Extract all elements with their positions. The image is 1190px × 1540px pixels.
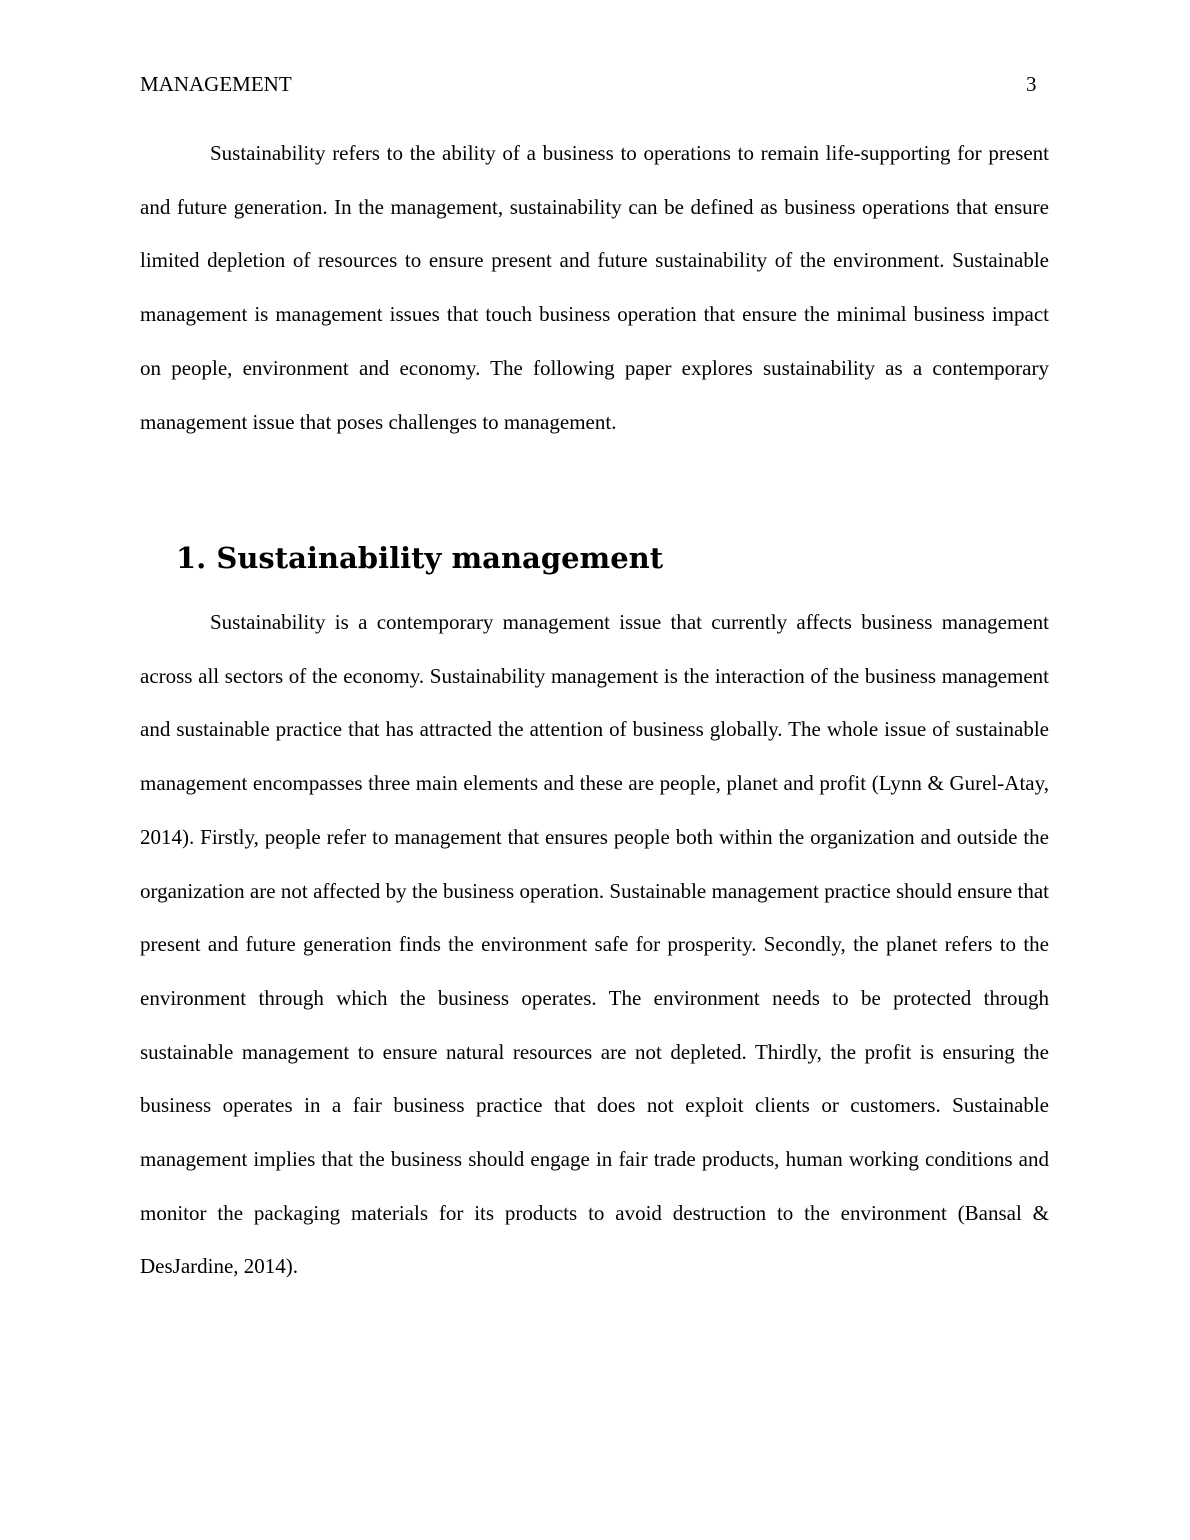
section-heading: 1. Sustainability management (176, 541, 664, 575)
section-paragraph: Sustainability is a contemporary management issue that currently affects business management across all sectors of the economy. Sustainability management is the interaction of the business management and sustainable practice that has attracted the attention of business globally. The whole issue of sustainable management encompasses three main elements and these are people, planet and profit (Lynn & Gurel-Atay, 2014). Firstly, people refer to management that ensures people both within the organization and outside the organization are not affected by the business operation. Sustainable management practice should ensure that present and future generation finds the environment safe for prosperity. Secondly, the planet refers to the environment through which the business operates. The environment needs to be protected through sustainable management to ensure natural resources are not depleted. Thirdly, the profit is ensuring the business operates in a fair business practice that does not exploit clients or customers. Sustainable management implies that the business should engage in fair trade products, human working conditions and monitor the packaging materials for its products to avoid destruction to the environment (Bansal & DesJardine, 2014). (140, 610, 1049, 1279)
running-head: MANAGEMENT (140, 72, 292, 96)
page-number: 3 (1026, 72, 1037, 96)
intro-paragraph: Sustainability refers to the ability of a business to operations to remain life-supporting for present and future generation. In the management, sustainability can be defined as business operations that ensure limited depletion of resources to ensure present and future sustainability of the environment. Sustainable management is management issues that touch business operation that ensure the minimal business impact on people, environment and economy. The following paper explores sustainability as a contemporary management issue that poses challenges to management. (140, 141, 1049, 434)
